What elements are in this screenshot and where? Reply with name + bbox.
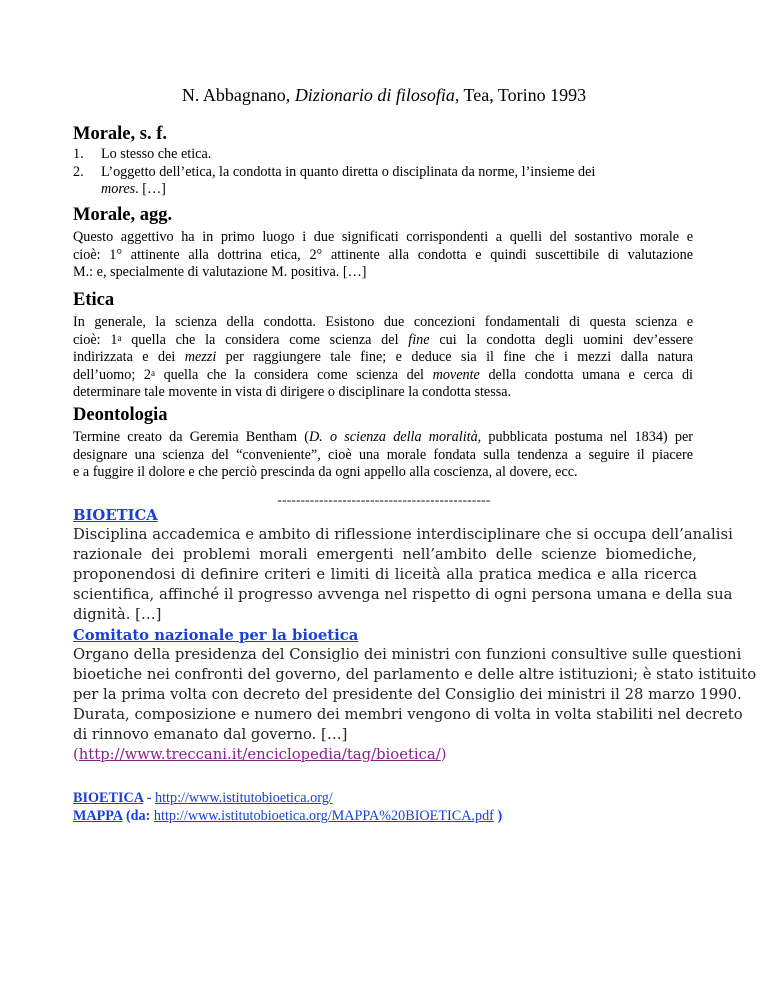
heading-morale-sf: Morale, s. f. bbox=[73, 124, 168, 144]
list-item: 1. Lo stesso che etica. bbox=[73, 146, 212, 162]
istituto-url-link[interactable]: http://www.istitutobioetica.org/ bbox=[155, 790, 333, 806]
source-citation bbox=[0, 85, 768, 106]
list-item: 2. L’oggetto dell’etica, la condotta in quanto diretta o disciplinata da norme, l’insieme dei mores. […] bbox=[73, 163, 596, 197]
bioetica-block: BIOETICA Disciplina accademica e ambito di riflessione interdisciplinare che si occupa dell’analisi razionale dei problemi morali emergenti nell’ambito delle scienze biomediche, proponendosi di definire criteri e limiti di liceità alla pratica medica e alla ricerca scientifica, affinché il progresso avvenga nel rispetto di ogni persona umana e della sua dignità. […] bbox=[73, 507, 733, 623]
comitato-block: Comitato nazionale per la bioetica Organo della presidenza del Consiglio dei ministri con funzioni consultive sulle questioni bioetiche nei confronti del governo, del parlamento e delle altre istituzioni; è stato istituito per la prima volta con decreto del presidente del Consiglio dei ministri il 28 marzo 1990. Durata, composizione e numero dei membri vengono di volta in volta stabiliti nel decreto di rinnovo emanato dal governo. […] (http://www.treccani.it/enciclopedia/tag/bioetica/) bbox=[73, 627, 757, 763]
heading-etica: Etica bbox=[73, 290, 115, 310]
mappa-link[interactable]: MAPPA bbox=[73, 808, 123, 824]
bioetica-link[interactable]: BIOETICA bbox=[73, 507, 158, 524]
footer-links bbox=[73, 789, 502, 825]
etica-paragraph: In generale, la scienza della condotta. Esistono due concezioni fondamentali di questa scienza e cioè: 1$^a$ quella che la considera come scienza del fine cui la condotta degli uomini dev’essere indirizzata e dei mezzi per raggiungere tale fine; e deduce sia il fine che i mezzi dalla natura dell’uomo; 2$^a$ quella che la considera come scienza del movente della condotta umana e cerca di determinare tale movente in vista di dirigere o disciplinare la condotta stessa. bbox=[73, 314, 694, 400]
mappa-pdf-link[interactable]: http://www.istitutobioetica.org/MAPPA%20BIOETICA.pdf bbox=[153, 808, 494, 824]
morale-sf-list bbox=[73, 146, 703, 199]
treccani-link[interactable]: http://www.treccani.it/enciclopedia/tag/bioetica/ bbox=[78, 746, 441, 763]
deontologia-paragraph: Termine creato da Geremia Bentham (D. o scienza della moralità, pubblicata postuma nel 1834) per designare una scienza del “conveniente”, cioè una morale fondata sulla tendenza a seguire il piacere e a fuggire il dolore e che perciò prescinda da ogni appello alla coscienza, al dovere, ecc. bbox=[73, 429, 693, 480]
heading-deontologia: Deontologia bbox=[73, 405, 168, 425]
footer-mappa-line: MAPPA (da: http://www.istitutobioetica.org/MAPPA%20BIOETICA.pdf ) bbox=[73, 808, 503, 824]
publisher: , Tea, Torino 1993 bbox=[454, 85, 587, 105]
separator-line: ---------------------------------------------- bbox=[277, 492, 491, 507]
heading-morale-agg: Morale, agg. bbox=[73, 205, 173, 225]
work-title: Dizionario di filosofia bbox=[294, 85, 455, 105]
footer-bioetica-line: BIOETICA - http://www.istitutobioetica.org/ bbox=[73, 790, 333, 806]
morale-agg-paragraph: Questo aggettivo ha in primo luogo i due significati corrispondenti a quelli del sostantivo morale e cioè: 1° attinente alla dottrina etica, 2° attinente alla condotta e quindi suscettibile di valutazione M.: e, specialmente di valutazione M. positiva. […] bbox=[73, 229, 693, 280]
footer-bioetica-link[interactable]: BIOETICA bbox=[73, 790, 144, 806]
comitato-link[interactable]: Comitato nazionale per la bioetica bbox=[73, 627, 359, 644]
author: N. Abbagnano, bbox=[181, 85, 295, 105]
